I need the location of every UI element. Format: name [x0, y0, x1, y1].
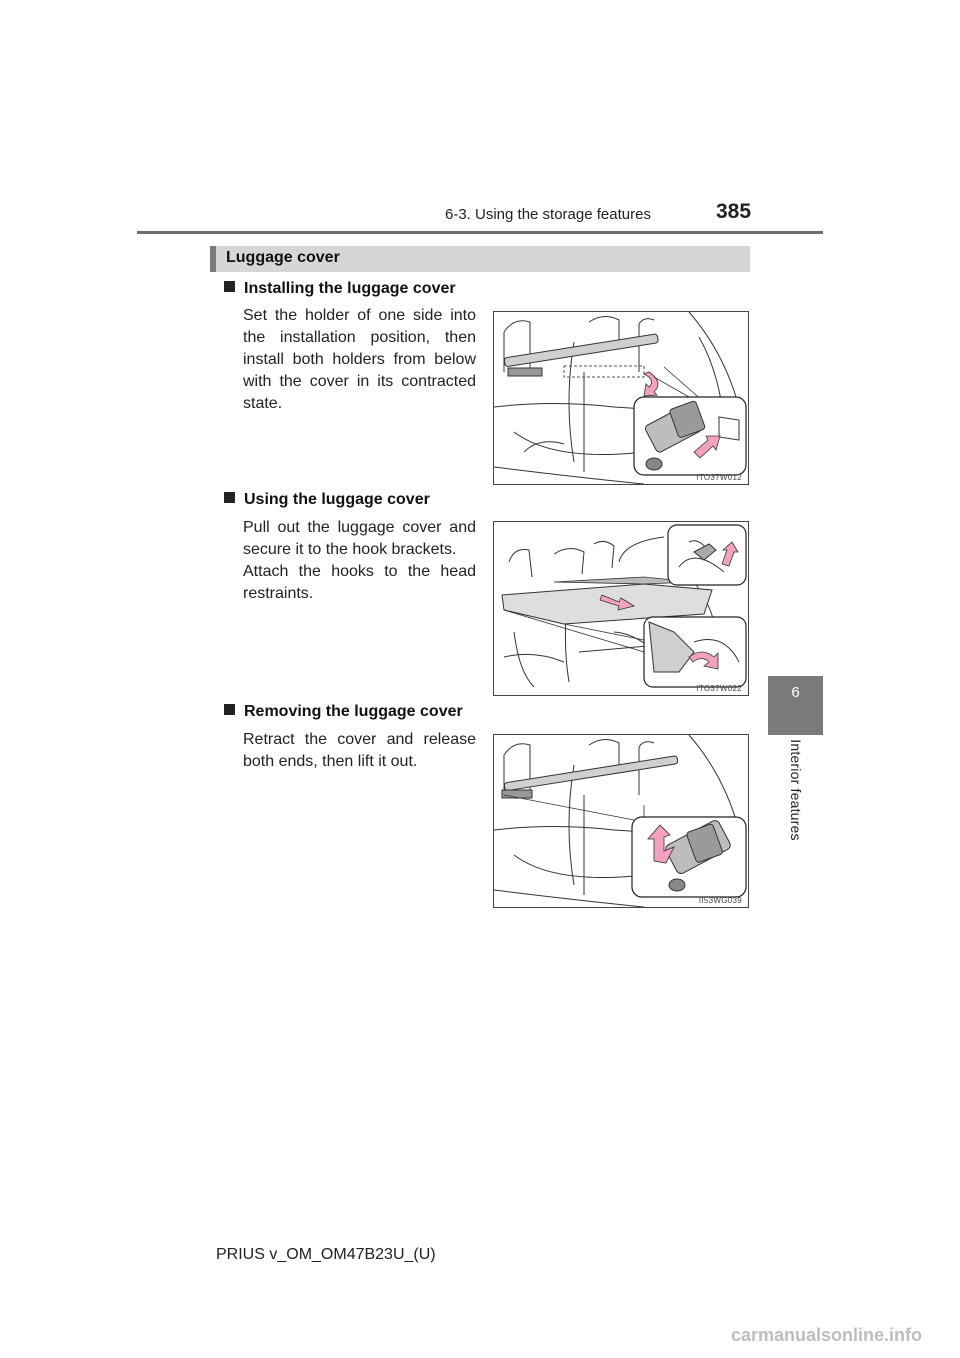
section-title: Luggage cover [226, 249, 340, 266]
chapter-tab-number: 6 [791, 684, 800, 701]
paragraph-text: Set the holder of one side into the installation position, then install both holders from below with the cover in its contracted state. [243, 307, 476, 412]
section-title-bar [210, 246, 750, 272]
figure-using [493, 521, 749, 696]
figure-installing [493, 311, 749, 485]
header-rule [137, 231, 823, 234]
figure-removing [493, 734, 749, 908]
square-bullet-icon [224, 281, 235, 292]
subheading-using [224, 491, 430, 509]
square-bullet-icon [224, 704, 235, 715]
running-header-section: 6-3. Using the storage features [445, 206, 651, 223]
paragraph-installing [243, 305, 476, 415]
subheading-installing [224, 280, 456, 298]
paragraph-text: Retract the cover and release both ends, then lift it out. [243, 731, 476, 770]
subheading-text: Removing the luggage cover [244, 703, 463, 720]
figure-code: II53WG039 [698, 896, 742, 905]
footer-document-code: PRIUS v_OM_OM47B23U_(U) [216, 1246, 436, 1263]
paragraph-text: Attach the hooks to the head restraints. [243, 563, 476, 602]
luggage-cover-remove-illustration [494, 735, 748, 907]
figure-code: ITO37W012 [696, 473, 742, 482]
subheading-removing [224, 703, 463, 721]
subheading-text: Using the luggage cover [244, 491, 430, 508]
luggage-cover-install-illustration [494, 312, 748, 484]
page-number: 385 [716, 200, 752, 223]
luggage-cover-using-illustration [494, 522, 748, 695]
chapter-tab-label: Interior features [788, 739, 804, 841]
paragraph-removing [243, 729, 476, 773]
square-bullet-icon [224, 492, 235, 503]
figure-code: ITO37W022 [696, 684, 742, 693]
subheading-text: Installing the luggage cover [244, 280, 456, 297]
watermark: carmanualsonline.info [731, 1325, 923, 1345]
paragraph-text: Pull out the luggage cover and secure it to the hook brackets. [243, 519, 476, 558]
paragraph-using [243, 517, 476, 605]
